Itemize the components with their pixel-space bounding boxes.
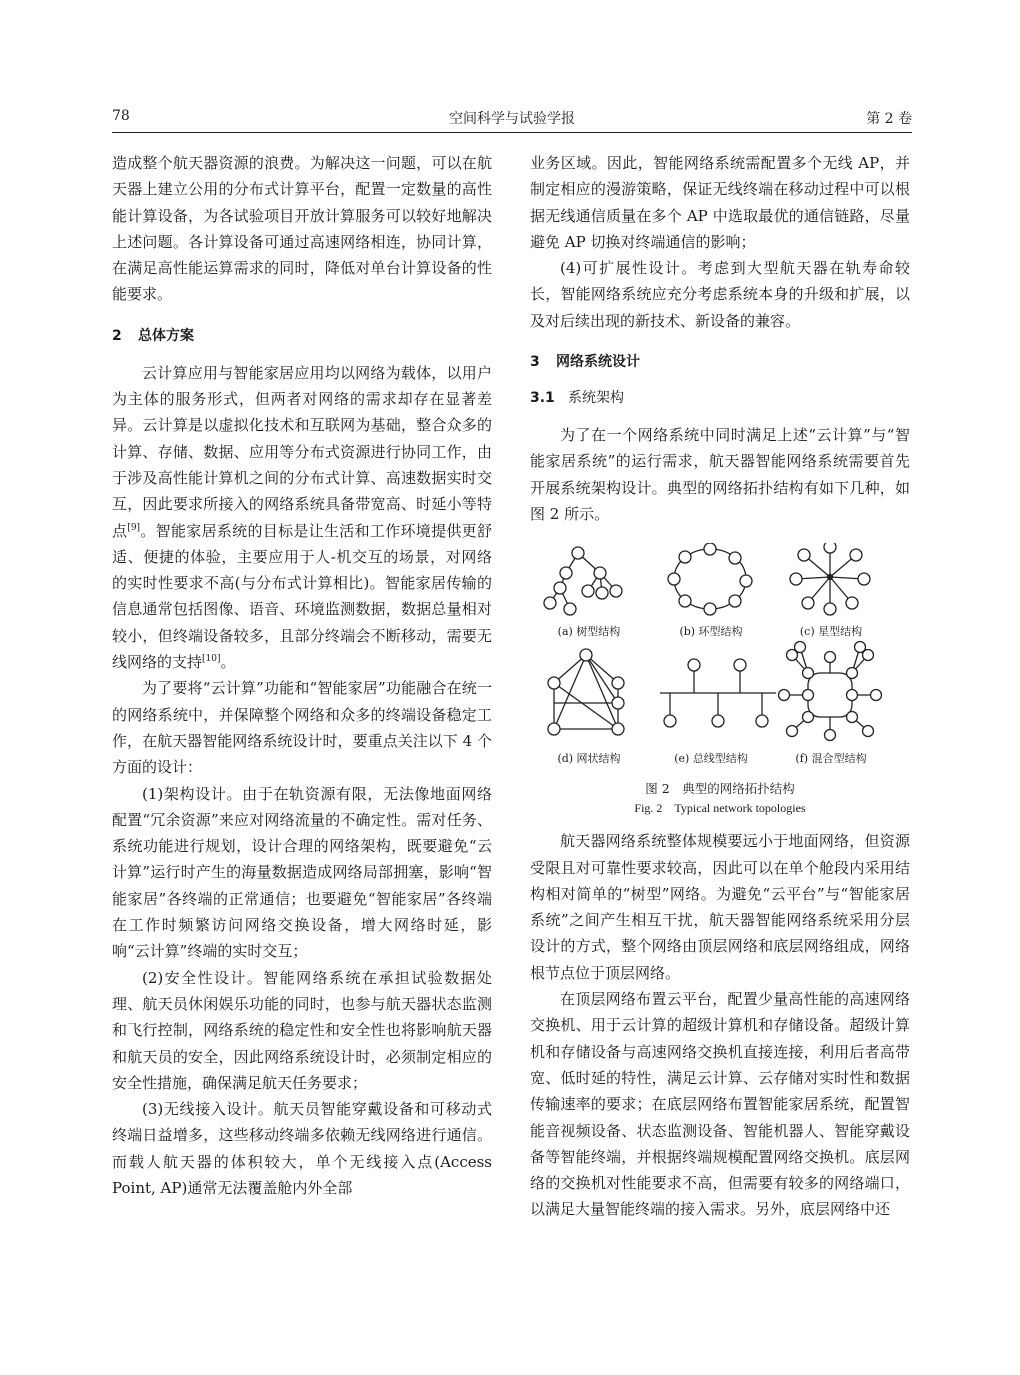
- paragraph: [112, 360, 492, 676]
- volume-label: 第 2 卷: [866, 111, 912, 127]
- subsection-heading-3-1: [530, 386, 910, 410]
- paragraph: (4)可扩展性设计。考虑到大型航天器在轨寿命较长，智能网络系统应充分考虑系统本身的升级和扩展，以及对后续出现的新技术、新设备的兼容。: [530, 259, 910, 330]
- bus-topology: [660, 659, 776, 727]
- caption-e: (e) 总线型结构: [674, 752, 748, 766]
- caption-d: (d) 网状结构: [557, 752, 621, 766]
- citation: [10]: [202, 654, 221, 665]
- hybrid-topology: [779, 642, 882, 741]
- text-run: 云计算应用与智能家居应用均以网络为载体，以用户为主体的服务形式，但两者对网络的需求却存在显著差异。云计算是以虚拟化技术和互联网为基础，整合众多的计算、存储、数据、应用等分布式资源进行协同工作，由于涉及高性能计算机之间的分布式计算、高速数据实时交互，因此要求所接入的网络系统具备带宽高、时延小等特点: [112, 363, 492, 540]
- subsection-title: 系统架构: [568, 390, 624, 407]
- caption-f: (f) 混合型结构: [795, 752, 867, 766]
- paragraph: (1)架构设计。由于在轨资源有限，无法像地面网络配置“冗余资源”来应对网络流量的不确定性。需对任务、系统功能进行规划，设计合理的网络架构，既要避免“云计算”运行时产生的海量数据造成网络局部拥塞，影响“智能家居”各终端的正常通信；也要避免“智能家居”各终端在工作时频繁访问网络交换设备，增大网络时延，影响“云计算”终端的实时交互；: [112, 784, 492, 961]
- right-column: [530, 150, 910, 1223]
- paragraph: 业务区域。因此，智能网络系统需配置多个无线 AP，并制定相应的漫游策略，保证无线终端在移动过程中可以根据无线通信质量在多个 AP 中选取最优的通信链路，尽量避免 AP 切换对终端通信的影响；: [530, 154, 910, 251]
- section-number: 3: [530, 354, 540, 371]
- page-number: 78: [112, 108, 130, 124]
- paragraph: 造成整个航天器资源的浪费。为解决这一问题，可以在航天器上建立公用的分布式计算平台，配置一定数量的高性能计算设备，为各试验项目开放计算服务可以较好地解决上述问题。各计算设备可通过高速网络相连，协同计算，在满足高性能运算需求的同时，降低对单台计算设备的性能要求。: [112, 154, 492, 304]
- running-header: [112, 108, 912, 133]
- text-run: 。智能家居系统的目标是让生活和工作环境提供更舒适、便捷的体验，主要应用于人-机交互的场景，对网络的实时性要求不高(与分布式计算相比)。智能家居传输的信息通常包括图像、语音、环境监测数据，数据总量相对较小，但终端设备较多，且部分终端会不断移动，需要无线网络的支持: [112, 521, 492, 672]
- figure-title-en: Fig. 2 Typical network topologies: [634, 801, 806, 816]
- caption-c: (c) 星型结构: [799, 625, 863, 639]
- text-run: 。: [220, 653, 236, 672]
- caption-b: (b) 环型结构: [679, 625, 743, 639]
- figure-title: 图 2 典型的网络拓扑结构: [645, 781, 795, 797]
- section-title: 网络系统设计: [556, 354, 640, 371]
- paragraph: 为了在一个网络系统中同时满足上述“云计算”与“智能家居系统”的运行需求，航天器智能网络系统需要首先开展系统架构设计。典型的网络拓扑结构有如下几种，如图 2 所示。: [530, 426, 910, 523]
- left-column: [112, 150, 492, 1201]
- section-heading-2: [112, 324, 492, 348]
- mesh-topology: [548, 649, 624, 735]
- section-number: 2: [112, 327, 122, 344]
- topology-diagram: [530, 543, 910, 768]
- star-topology: [790, 543, 870, 615]
- tree-topology: [544, 547, 622, 615]
- paragraph: 航天器网络系统整体规模要远小于地面网络，但资源受限且对可靠性要求较高，因此可以在单个舱段内采用结构相对简单的“树型”网络。为避免“云平台”与“智能家居系统”之间产生相互干扰，航天器智能网络系统采用分层设计的方式，整个网络由顶层网络和底层网络组成，网络根节点位于顶层网络。: [530, 832, 910, 982]
- section-title: 总体方案: [138, 327, 194, 344]
- citation: [9]: [127, 522, 141, 533]
- subsection-number: 3.1: [530, 390, 555, 407]
- caption-a: (a) 树型结构: [557, 625, 621, 639]
- section-heading-3: [530, 350, 910, 374]
- paragraph: 为了要将“云计算”功能和“智能家居”功能融合在统一的网络系统中，并保障整个网络和众多的终端设备稳定工作，在航天器智能网络系统设计时，要重点关注以下 4 个方面的设计：: [112, 679, 492, 777]
- paragraph: (2)安全性设计。智能网络系统在承担试验数据处理、航天员休闲娱乐功能的同时，也参与航天器状态监测和飞行控制，网络系统的稳定性和安全性也将影响航天器和航天员的安全，因此网络系统设计时，必须制定相应的安全性措施，确保满足航天任务要求；: [112, 968, 492, 1092]
- ring-topology: [668, 543, 752, 615]
- paragraph: 在顶层网络布置云平台，配置少量高性能的高速网络交换机、用于云计算的超级计算机和存储设备。超级计算机和存储设备与高速网络交换机直接连接，利用后者高带宽、低时延的特性，满足云计算、云存储对实时性和数据传输速率的要求；在底层网络布置智能家居系统，配置智能音视频设备、状态监测设备、智能机器人、智能穿戴设备等智能终端，并根据终端规模配置网络交换机。底层网络的交换机对性能要求不高，但需要有较多的网络端口，以满足大量智能终端的接入需求。另外，底层网络中还: [530, 990, 910, 1219]
- journal-name: 空间科学与试验学报: [449, 111, 575, 127]
- paragraph: (3)无线接入设计。航天员智能穿戴设备和可移动式终端日益增多，这些移动终端多依赖无线网络进行通信。而载人航天器的体积较大，单个无线接入点(Access Point, AP)通常无法覆盖舱内外全部: [112, 1100, 492, 1197]
- figure-topologies: [530, 543, 910, 828]
